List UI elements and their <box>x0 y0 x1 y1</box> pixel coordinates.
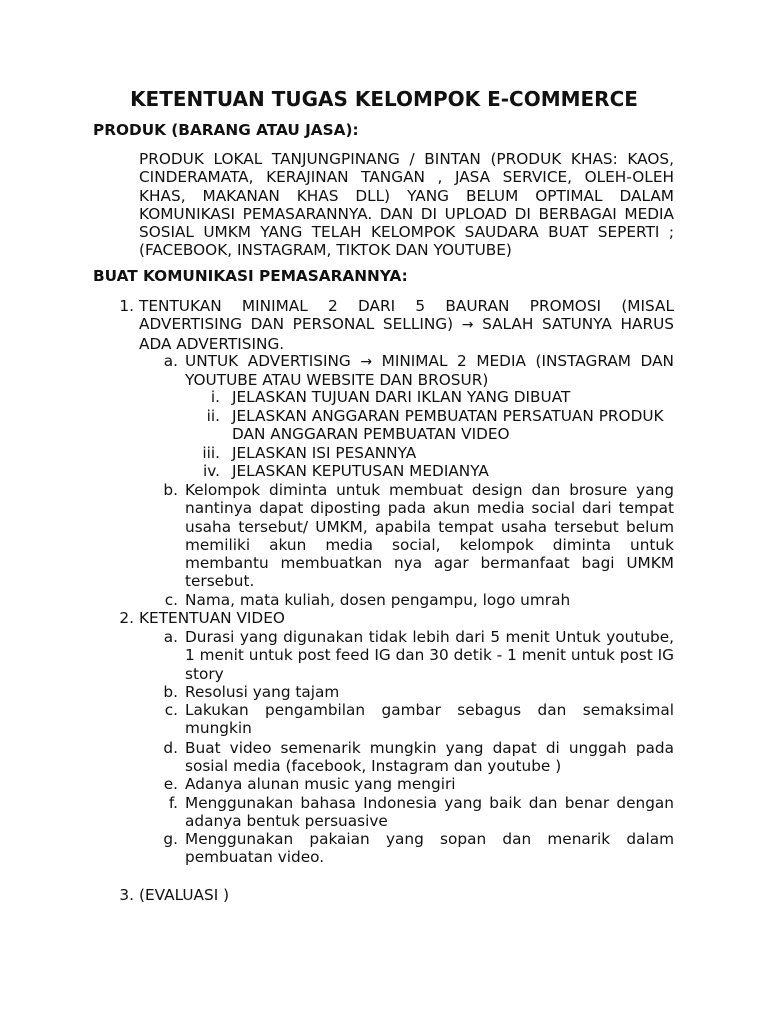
roman-numeral: iv. <box>203 462 220 480</box>
sub-item-text: Resolusi yang tajam <box>185 683 340 701</box>
sub-item-letter: d. <box>163 739 178 757</box>
intro-paragraph: PRODUK LOKAL TANJUNGPINANG / BINTAN (PRODUK KHAS: KAOS, CINDERAMATA, KERAJINAN TANGAN , JASA SERVICE, OLEH-OLEH KHAS, MAKANAN KHAS DLL) YANG BELUM OPTIMAL DALAM KOMUNIKASI PEMASARANNYA. DAN DI UPLOAD DI BERBAGAI MEDIA SOSIAL UMKM YANG TELAH KELOMPOK SAUDARA BUAT SEPERTI ; (FACEBOOK, INSTAGRAM, TIKTOK DAN YOUTUBE) <box>139 150 674 260</box>
sub-item-text <box>185 352 674 390</box>
sub-item-text: Adanya alunan music yang mengiri <box>185 775 456 793</box>
sub-item-text: Kelompok diminta untuk membuat design dan brosure yang nantinya dapat diposting pada akun media social dari tempat usaha tersebut/ UMKM, apabila tempat usaha tersebut belum memiliki akun media social, kelompok diminta untuk membantu membuatkan nya agar bermanfaat bagi UMKM tersebut. <box>185 481 674 591</box>
roman-numeral: iii. <box>202 444 220 462</box>
arrow-right-icon: → <box>461 317 474 334</box>
roman-numeral: ii. <box>206 407 220 425</box>
list-number: 3. <box>119 886 134 904</box>
sub-item-letter: c. <box>164 701 178 719</box>
list-number: 2. <box>119 609 134 627</box>
sub-item-text: Menggunakan pakaian yang sopan dan menarik dalam pembuatan video. <box>185 830 674 867</box>
list-item-text <box>139 297 674 353</box>
sub-item-letter: c. <box>164 591 178 609</box>
list-number: 1. <box>119 297 134 315</box>
arrow-right-icon: → <box>360 354 373 370</box>
document-title: KETENTUAN TUGAS KELOMPOK E-COMMERCE <box>130 87 638 111</box>
sub-item-letter: f. <box>168 794 178 812</box>
list-item-text: (EVALUASI ) <box>139 886 230 904</box>
roman-item-text: JELASKAN ISI PESANNYA <box>232 444 417 462</box>
sub-item-text: Lakukan pengambilan gambar sebagus dan semaksimal mungkin <box>185 701 674 738</box>
sub-item-letter: b. <box>163 481 178 499</box>
list-item-text-part: SALAH SATUNYA HARUS ADA ADVERTISING. <box>139 315 674 353</box>
roman-item-text: JELASKAN KEPUTUSAN MEDIANYA <box>232 462 489 480</box>
roman-item-text: JELASKAN ANGGARAN PEMBUATAN PERSATUAN PRODUK DAN ANGGARAN PEMBUATAN VIDEO <box>232 407 664 444</box>
sub-item-text: Nama, mata kuliah, dosen pengampu, logo umrah <box>185 591 571 609</box>
roman-item-text: JELASKAN TUJUAN DARI IKLAN YANG DIBUAT <box>232 388 571 406</box>
roman-numeral: i. <box>210 388 220 406</box>
sub-item-text: Durasi yang digunakan tidak lebih dari 5 menit Untuk youtube, 1 menit untuk post feed IG dan 30 detik - 1 menit untuk post IG story <box>185 628 674 683</box>
sub-item-letter: g. <box>163 830 178 848</box>
sub-item-letter: b. <box>163 683 178 701</box>
sub-item-text-part: MINIMAL 2 MEDIA (INSTAGRAM DAN YOUTUBE ATAU WEBSITE DAN BROSUR) <box>185 352 674 390</box>
sub-item-letter: a. <box>163 352 178 370</box>
sub-item-letter: e. <box>163 775 178 793</box>
section-heading-produk: PRODUK (BARANG ATAU JASA): <box>93 121 359 139</box>
sub-item-text: Buat video semenarik mungkin yang dapat di unggah pada sosial media (facebook, Instagram dan youtube ) <box>185 739 674 776</box>
section-heading-komunikasi: BUAT KOMUNIKASI PEMASARANNYA: <box>93 267 408 285</box>
list-item-text-part: TENTUKAN MINIMAL 2 DARI 5 BAURAN PROMOSI (MISAL ADVERTISING DAN PERSONAL SELLING) <box>139 297 674 334</box>
sub-item-text: Menggunakan bahasa Indonesia yang baik dan benar dengan adanya bentuk persuasive <box>185 794 674 831</box>
sub-item-letter: a. <box>163 628 178 646</box>
sub-item-text-part: UNTUK ADVERTISING <box>185 352 351 370</box>
list-item-text: KETENTUAN VIDEO <box>139 609 285 627</box>
